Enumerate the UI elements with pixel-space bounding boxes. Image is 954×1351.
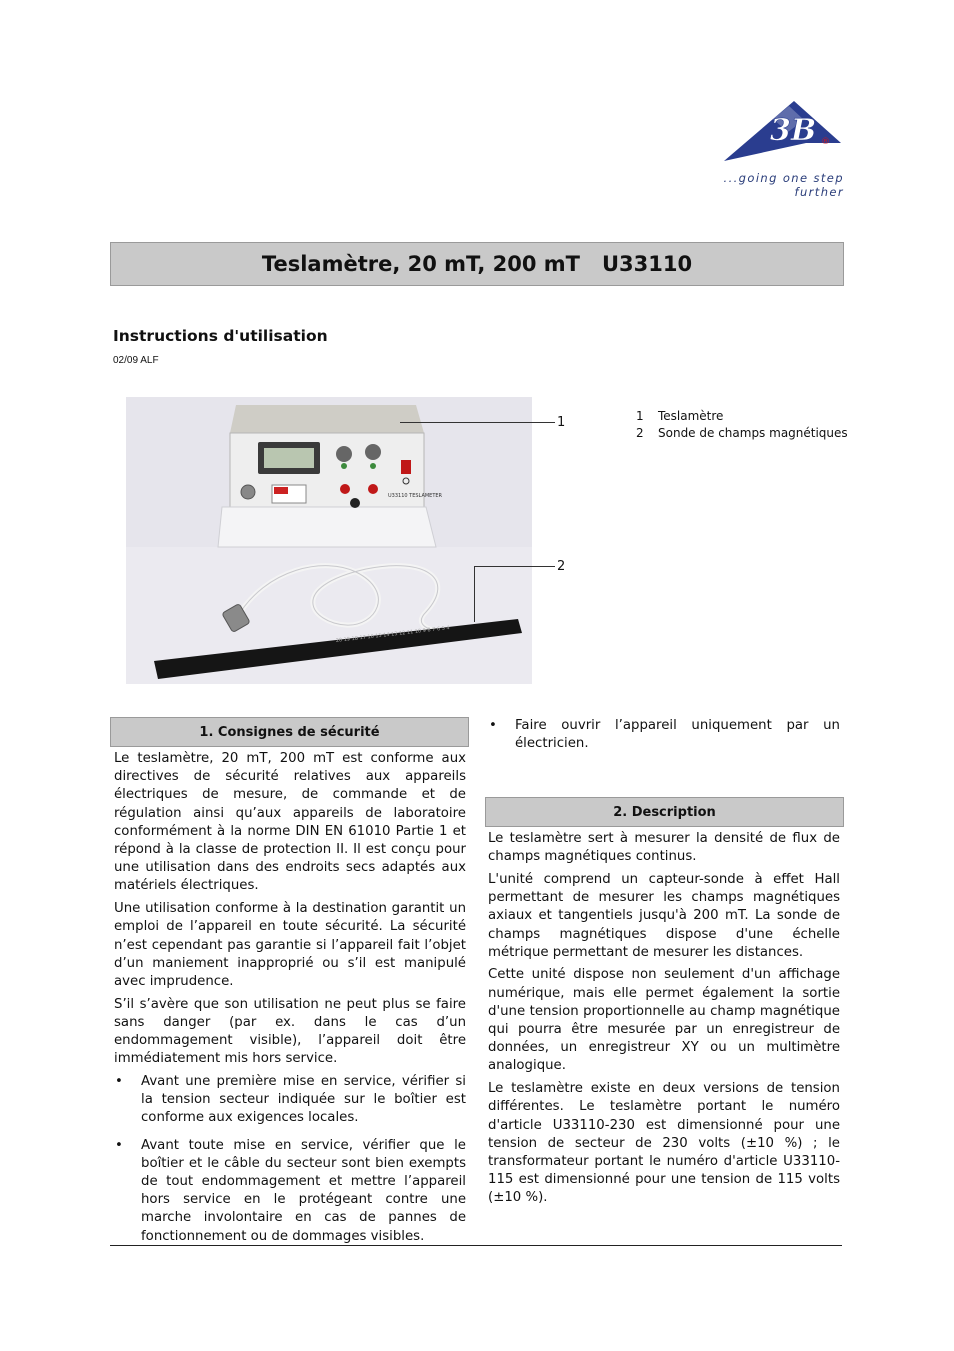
- callout-leader-2: [474, 566, 475, 622]
- bullet-text: Avant toute mise en service, vérifier que le boîtier et le câble du secteur sont bien exempts de tout endommagement et mettre l’appareil hors service en le protégeant contre une marche involontaire en cas de pannes de fonctionnement ou de dommages visibles.: [141, 1137, 466, 1244]
- legend-number: 2: [636, 426, 644, 440]
- device-photo: [126, 397, 532, 684]
- subtitle: Instructions d'utilisation: [113, 327, 328, 345]
- safety-bullet: [488, 717, 840, 753]
- bullet-symbol: •: [489, 718, 497, 733]
- description-paragraph: Cette unité dispose non seulement d'un affichage numérique, mais elle permet également la sortie d'une tension proportionnelle au champ magnétique qui pourra être mesurée par un enregistreur de données, un enregistreur XY ou un multimètre analogique.: [488, 967, 840, 1074]
- description-heading: 2. Description: [485, 797, 844, 827]
- document-title-bar: [110, 242, 844, 286]
- legend-label: Teslamètre: [658, 409, 724, 423]
- document-title: Teslamètre, 20 mT, 200 mT U33110: [261, 252, 693, 276]
- safety-paragraph: S’il s’avère que son utilisation ne peut plus se faire sans danger (par ex. dans le cas d’un endommagement visible), l’appareil doit être immédiatement mis hors service.: [114, 996, 466, 1067]
- figure-legend: [636, 408, 848, 442]
- safety-bullet: [114, 1137, 466, 1246]
- bullet-text: Avant une première mise en service, vérifier si la tension secteur indiquée sur le boîtier est conforme aux exigences locales.: [141, 1073, 466, 1126]
- date-code: 02/09 ALF: [113, 355, 159, 366]
- bullet-symbol: •: [115, 1137, 123, 1153]
- safety-bullet: [114, 1073, 466, 1128]
- svg-text:20 19 18 17 16 15: 20 19 18 17 16 15 14 13 12 11 10 9 8 7 6 5 4: [335, 625, 451, 644]
- safety-continued: [488, 717, 840, 758]
- legend-item: [636, 408, 848, 425]
- callout-number-2: 2: [557, 559, 566, 574]
- bullet-text: Faire ouvrir l’appareil uniquement par un électricien.: [515, 718, 840, 752]
- svg-text:®: ®: [821, 137, 830, 147]
- safety-heading: 1. Consignes de sécurité: [110, 717, 469, 747]
- footer-divider: [110, 1245, 842, 1246]
- bullet-symbol: •: [115, 1073, 123, 1089]
- legend-number: 1: [636, 409, 644, 423]
- description-section: [488, 830, 840, 1212]
- callout-number-1: 1: [557, 415, 566, 430]
- 3b-logo-icon: [676, 98, 846, 172]
- legend-item: [636, 425, 848, 442]
- safety-paragraph: Une utilisation conforme à la destination garantit un emploi de l’appareil en toute sécurité. La sécurité n’est cependant pas garantie si l’appareil fait l’objet d’un maniement inapproprié ou s’il est manipulé avec imprudence.: [114, 901, 466, 989]
- description-paragraph: L'unité comprend un capteur-sonde à effet Hall permettant de mesurer les champs magnétiques axiaux et tangentiels jusqu'à 200 mT. La sonde de champs magnétiques dispose d'une échelle métrique permettant de mesurer les distances.: [488, 871, 840, 960]
- callout-line-2: [474, 566, 555, 567]
- safety-section: [114, 750, 466, 1250]
- description-paragraph: Le teslamètre sert à mesurer la densité de flux de champs magnétiques continus.: [488, 831, 840, 865]
- svg-text:3B: 3B: [770, 113, 817, 148]
- description-paragraph: Le teslamètre existe en deux versions de tension différentes. Le teslamètre portant le numéro d'article U33110-230 est dimensionné pour une tension de secteur de 230 volts (±10 %) ; le transformateur portant le numéro d'article U33110-115 est dimensionné pour une tension de 115 volts (±10 %).: [488, 1081, 840, 1206]
- device-label: U33110 TESLAMETER: [388, 493, 443, 499]
- logo-tagline: ...going one step further: [723, 171, 844, 199]
- legend-label: Sonde de champs magnétiques: [658, 426, 848, 440]
- safety-paragraph: Le teslamètre, 20 mT, 200 mT est conforme aux directives de sécurité relatives aux appareils électriques de mesure, de commande et de régulation ainsi qu’aux appareils de laboratoire conformément à la norme DIN EN 61010 Partie 1 et répond à la classe de protection II. Il est conçu pour une utilisation dans des endroits secs adaptés aux matériels électriques.: [114, 751, 466, 894]
- callout-line-1: [400, 422, 555, 423]
